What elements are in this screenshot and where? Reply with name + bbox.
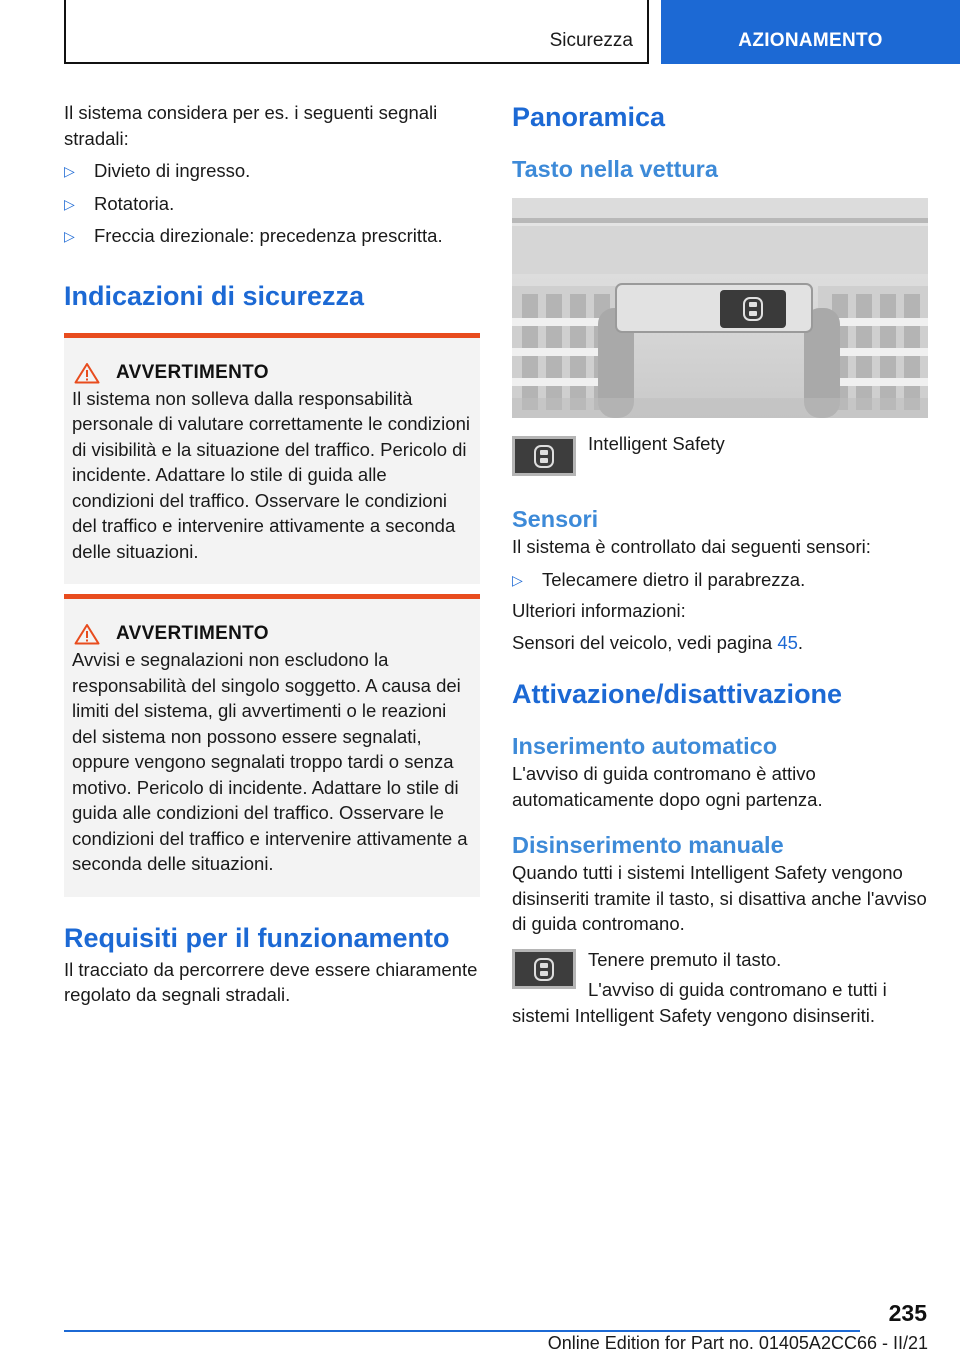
auto-text: L'avviso di guida contromano è attivo automaticamente dopo ogni partenza. bbox=[512, 763, 823, 810]
page-number: 235 bbox=[888, 1300, 927, 1326]
manual-heading: Disinserimento manuale bbox=[512, 832, 784, 858]
list-item: ▷ Rotatoria. bbox=[64, 191, 480, 217]
intelligent-safety-button-image bbox=[512, 436, 576, 476]
triangle-bullet-icon: ▷ bbox=[512, 571, 523, 588]
list-item: ▷ Divieto di ingresso. bbox=[64, 158, 480, 184]
button-heading: Tasto nella vettura bbox=[512, 156, 718, 182]
hold-instruction bbox=[512, 947, 928, 1029]
hold-text: Tenere premuto il tasto. bbox=[588, 948, 782, 970]
warning-box-1 bbox=[64, 333, 480, 585]
intro-text: Il sistema considera per es. i seguenti segnali stradali: bbox=[64, 102, 438, 149]
warning-triangle-icon bbox=[74, 362, 100, 384]
list-item: ▷ Telecamere dietro il parabrezza. bbox=[512, 567, 928, 593]
warning-triangle-icon bbox=[74, 623, 100, 645]
header-section-label: Sicurezza bbox=[549, 30, 633, 51]
overview-heading: Panoramica bbox=[512, 102, 666, 132]
requirements-text: Il tracciato da percorrere deve essere chiaramente regolato da segnali stradali. bbox=[64, 958, 478, 1005]
left-column bbox=[64, 100, 480, 1008]
header-chapter-tab bbox=[661, 0, 960, 64]
more-info-label: Ulteriori informazioni: bbox=[512, 600, 686, 621]
sensors-heading: Sensori bbox=[512, 506, 599, 532]
triangle-bullet-icon: ▷ bbox=[64, 228, 75, 244]
triangle-bullet-icon: ▷ bbox=[64, 195, 75, 212]
right-column bbox=[512, 100, 928, 1028]
safety-heading: Indicazioni di sicurezza bbox=[64, 280, 365, 311]
requirements-heading: Requisiti per il funzionamento bbox=[64, 922, 450, 953]
sensor-list bbox=[512, 567, 928, 593]
list-item: ▷ Freccia direzionale: precedenza prescritta. bbox=[64, 223, 480, 249]
warning-box-2 bbox=[64, 594, 480, 897]
warning-title: AVVERTIMENTO bbox=[116, 361, 269, 383]
intelligent-safety-button-image bbox=[512, 949, 576, 989]
dashboard-button-photo bbox=[512, 198, 928, 418]
manual-text: Quando tutti i sistemi Intelligent Safety vengono disinseriti tramite il tasto, si disattiva anche l'avviso di guida contromano. bbox=[512, 862, 927, 934]
signal-list bbox=[64, 158, 480, 249]
page-reference-link[interactable]: 45 bbox=[777, 631, 798, 653]
cross-reference: Sensori del veicolo, vedi pagina 45. bbox=[512, 631, 804, 653]
button-label: Intelligent Safety bbox=[588, 433, 725, 454]
result-text: L'avviso di guida contromano e tutti i sistemi Intelligent Safety vengono disinseriti. bbox=[512, 979, 887, 1026]
warning-text: Avvisi e segnalazioni non escludono la responsabilità del singolo soggetto. A causa dei limiti del sistema, gli avvertimenti o le reazioni del sistema non possono essere segnalati, oppure vengono segnalati troppo tardi o senza motivo. Pericolo di incidente. Adattare lo stile di guida alle condizioni del traffico. Osservare le condizioni del traffico e intervenire attivamente a seconda delle situazioni. bbox=[72, 649, 468, 874]
activation-heading: Attivazione/disattivazione bbox=[512, 679, 843, 709]
button-legend-row bbox=[512, 433, 928, 476]
sensors-intro: Il sistema è controllato dai seguenti sensori: bbox=[512, 536, 871, 557]
warning-text: Il sistema non solleva dalla responsabilità personale di valutare correttamente le condizioni di visibilità e la situazione del traffico. Pericolo di incidente. Adattare lo stile di guida alle condizioni del traffico. Osservare le condizioni del traffico e intervenire attivamente a seconda delle situazioni. bbox=[72, 387, 470, 562]
triangle-bullet-icon: ▷ bbox=[64, 163, 75, 179]
footer-edition: Online Edition for Part no. 01405A2CC66 - II/21 bbox=[547, 1333, 928, 1353]
header-chapter-label: AZIONAMENTO bbox=[738, 30, 883, 51]
auto-heading: Inserimento automatico bbox=[512, 733, 778, 759]
header-section-tab bbox=[64, 0, 649, 64]
footer-rule bbox=[64, 1330, 860, 1332]
warning-title: AVVERTIMENTO bbox=[116, 623, 269, 644]
